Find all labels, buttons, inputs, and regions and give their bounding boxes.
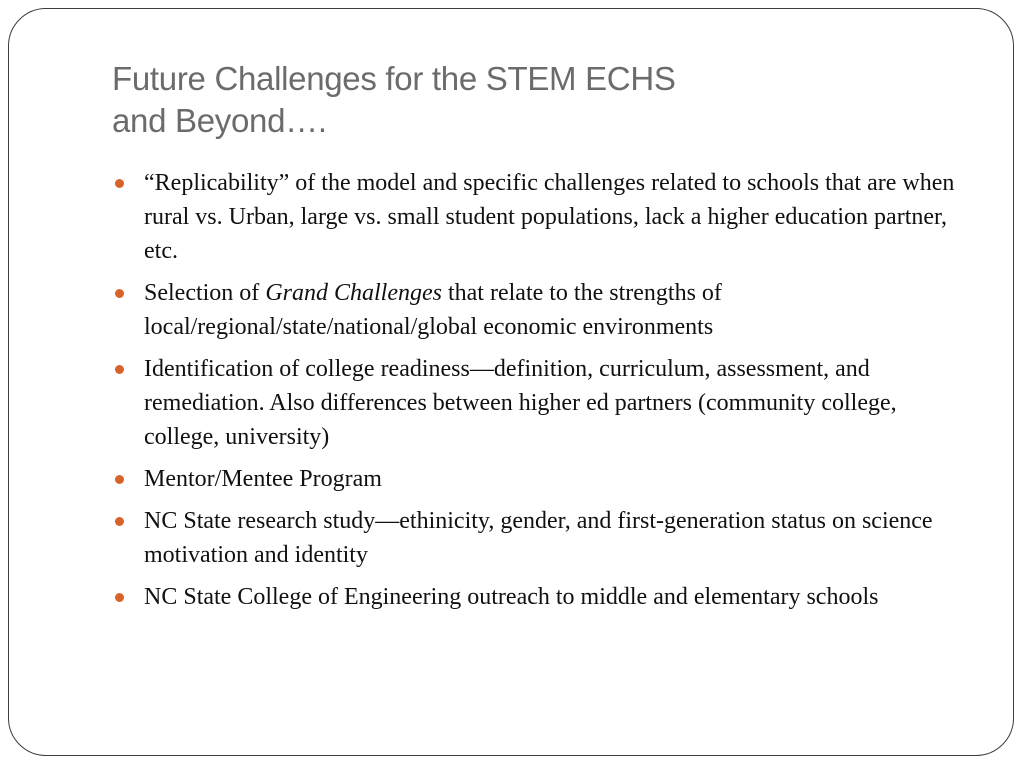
bullet-dot-icon	[115, 517, 124, 526]
slide-title-line-1: Future Challenges for the STEM ECHS	[112, 60, 676, 97]
bullet-text: NC State College of Engineering outreach to middle and elementary schools	[144, 584, 879, 610]
bullet-item-college-readiness	[112, 352, 972, 454]
bullet-list	[112, 166, 972, 622]
bullet-dot-icon	[115, 475, 124, 484]
bullet-text-italic: Grand Challenges	[265, 280, 442, 306]
bullet-text-before: Selection of	[144, 280, 266, 306]
bullet-text-after: that relate to the strengths of local/regional/state/national/global economic environments	[144, 280, 722, 340]
slide-title	[112, 58, 912, 142]
bullet-dot-icon	[115, 365, 124, 374]
bullet-text: Mentor/Mentee Program	[144, 466, 382, 492]
slide-title-line-2: and Beyond….	[112, 102, 327, 139]
bullet-item-grand-challenges	[112, 276, 972, 344]
bullet-text: NC State research study—ethinicity, gender, and first-generation status on science motivation and identity	[144, 508, 933, 568]
bullet-item-engineering-outreach	[112, 580, 972, 614]
bullet-text: “Replicability” of the model and specific challenges related to schools that are when rural vs. Urban, large vs. small student populations, lack a higher education partner, etc.	[144, 170, 955, 264]
bullet-dot-icon	[115, 593, 124, 602]
bullet-item-research-study	[112, 504, 972, 572]
bullet-dot-icon	[115, 179, 124, 188]
bullet-item-replicability	[112, 166, 972, 268]
bullet-text: Identification of college readiness—definition, curriculum, assessment, and remediation. Also differences between higher ed partners (community college, college, university)	[144, 356, 897, 450]
bullet-dot-icon	[115, 289, 124, 298]
bullet-item-mentor-program	[112, 462, 972, 496]
